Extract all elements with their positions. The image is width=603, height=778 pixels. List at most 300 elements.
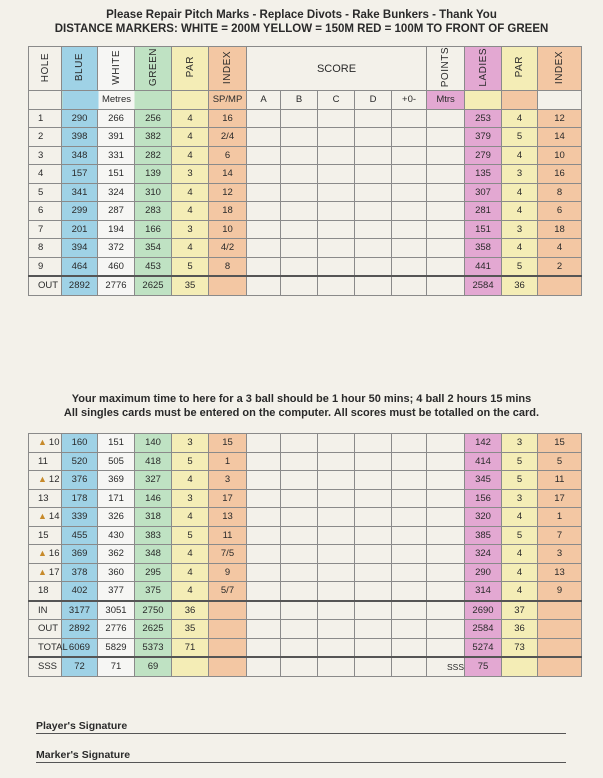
out-row-score-b[interactable] — [281, 620, 318, 639]
hole-number — [29, 489, 62, 508]
hole-7-score-d[interactable] — [355, 220, 392, 239]
hole-label: 6 — [38, 205, 44, 217]
out-row-front — [29, 276, 582, 295]
cell-par: 4 — [172, 508, 209, 527]
hole-15-score-b[interactable] — [281, 526, 318, 545]
hole-label: 9 — [38, 260, 44, 272]
sss-label: SSS — [29, 657, 62, 676]
table-row — [29, 183, 582, 202]
cell-blue: 348 — [62, 146, 98, 165]
hole-4-score-points[interactable] — [427, 165, 465, 184]
cell-ladies: 345 — [465, 471, 502, 490]
out-row-score-a[interactable] — [247, 620, 281, 639]
hole-14-score-d[interactable] — [355, 508, 392, 527]
cell-par2: 5 — [502, 526, 538, 545]
hole-8-score-b[interactable] — [281, 239, 318, 258]
hole-11-score-c[interactable] — [318, 452, 355, 471]
in-row-score-d[interactable] — [355, 601, 392, 620]
marker-signature-line[interactable] — [36, 762, 566, 763]
hole-number — [29, 257, 62, 276]
hole-5-score-c[interactable] — [318, 183, 355, 202]
hole-1-score-plusminus[interactable] — [392, 109, 427, 128]
hole-number — [29, 109, 62, 128]
cell-blue: 376 — [62, 471, 98, 490]
hole-8-score-a[interactable] — [247, 239, 281, 258]
cell-par2: 3 — [502, 434, 538, 453]
cell-par2: 3 — [502, 220, 538, 239]
hole-11-score-b[interactable] — [281, 452, 318, 471]
hole-13-score-a[interactable] — [247, 489, 281, 508]
hole-16-score-points[interactable] — [427, 545, 465, 564]
in-row-index — [209, 601, 247, 620]
hole-14-score-c[interactable] — [318, 508, 355, 527]
cell-par: 5 — [172, 452, 209, 471]
bell-icon: ▲ — [38, 474, 47, 485]
bell-icon: ▲ — [38, 511, 47, 522]
cell-ladies: 385 — [465, 526, 502, 545]
hole-3-score-b[interactable] — [281, 146, 318, 165]
cell-index2: 7 — [538, 526, 582, 545]
cell-index: 6 — [209, 146, 247, 165]
cell-par2: 5 — [502, 257, 538, 276]
cell-green: 166 — [135, 220, 172, 239]
cell-par: 4 — [172, 109, 209, 128]
header-score: SCORE — [247, 47, 427, 91]
cell-index2: 15 — [538, 434, 582, 453]
hole-11-score-d[interactable] — [355, 452, 392, 471]
total-row-green: 5373 — [135, 638, 172, 657]
hole-14-score-points[interactable] — [427, 508, 465, 527]
hole-11-score-plusminus[interactable] — [392, 452, 427, 471]
hole-3-score-plusminus[interactable] — [392, 146, 427, 165]
total-row — [29, 638, 582, 657]
cell-index: 8 — [209, 257, 247, 276]
hole-16-score-d[interactable] — [355, 545, 392, 564]
cell-ladies: 307 — [465, 183, 502, 202]
cell-ladies: 135 — [465, 165, 502, 184]
hole-10-score-points[interactable] — [427, 434, 465, 453]
hole-label: 5 — [38, 186, 44, 198]
cell-blue: 290 — [62, 109, 98, 128]
cell-blue: 201 — [62, 220, 98, 239]
total-row-par: 71 — [172, 638, 209, 657]
hole-6-score-b[interactable] — [281, 202, 318, 221]
hole-9-score-points[interactable] — [427, 257, 465, 276]
hole-14-score-a[interactable] — [247, 508, 281, 527]
cell-ladies: 358 — [465, 239, 502, 258]
out-row-green: 2625 — [135, 620, 172, 639]
hole-2-score-plusminus[interactable] — [392, 128, 427, 147]
cell-green: 146 — [135, 489, 172, 508]
cell-index2: 4 — [538, 239, 582, 258]
cell-green: 382 — [135, 128, 172, 147]
hole-4-score-a[interactable] — [247, 165, 281, 184]
hole-label: 18 — [38, 585, 49, 597]
cell-blue: 160 — [62, 434, 98, 453]
cell-white: 151 — [98, 434, 135, 453]
out-row-score-c[interactable] — [318, 620, 355, 639]
hole-7-score-points[interactable] — [427, 220, 465, 239]
in-row-index2 — [538, 601, 582, 620]
cell-index: 17 — [209, 489, 247, 508]
hole-8-score-plusminus[interactable] — [392, 239, 427, 258]
notice-line-2: DISTANCE MARKERS: WHITE = 200M YELLOW = 150M RED = 100M TO FRONT OF GREEN — [54, 23, 549, 35]
table-row — [29, 471, 582, 490]
hole-9-score-plusminus[interactable] — [392, 257, 427, 276]
cell-white: 324 — [98, 183, 135, 202]
hole-17-score-plusminus[interactable] — [392, 563, 427, 582]
hole-1-score-points[interactable] — [427, 109, 465, 128]
out-row-front-score-c[interactable] — [318, 276, 355, 295]
out-row-front-index2 — [538, 276, 582, 295]
cell-blue: 157 — [62, 165, 98, 184]
hole-label: 4 — [38, 168, 44, 180]
hole-10-score-c[interactable] — [318, 434, 355, 453]
total-row-ladies: 5274 — [465, 638, 502, 657]
hole-number — [29, 508, 62, 527]
back-nine-table — [28, 433, 582, 677]
hole-18-score-c[interactable] — [318, 582, 355, 601]
hole-17-score-d[interactable] — [355, 563, 392, 582]
cell-par: 4 — [172, 183, 209, 202]
out-row-front-score-points[interactable] — [427, 276, 465, 295]
cell-par: 5 — [172, 257, 209, 276]
hole-13-score-c[interactable] — [318, 489, 355, 508]
cell-blue: 520 — [62, 452, 98, 471]
hole-15-score-d[interactable] — [355, 526, 392, 545]
cell-white: 266 — [98, 109, 135, 128]
hole-2-score-b[interactable] — [281, 128, 318, 147]
hole-1-score-d[interactable] — [355, 109, 392, 128]
hole-10-score-a[interactable] — [247, 434, 281, 453]
cell-index2: 1 — [538, 508, 582, 527]
hole-14-score-plusminus[interactable] — [392, 508, 427, 527]
out-row-front-score-plusminus[interactable] — [392, 276, 427, 295]
cell-green: 418 — [135, 452, 172, 471]
hole-4-score-d[interactable] — [355, 165, 392, 184]
hole-label: 7 — [38, 223, 44, 235]
cell-index2: 17 — [538, 489, 582, 508]
hole-1-score-a[interactable] — [247, 109, 281, 128]
hole-12-score-d[interactable] — [355, 471, 392, 490]
hole-5-score-a[interactable] — [247, 183, 281, 202]
cell-white: 171 — [98, 489, 135, 508]
in-row-score-plusminus[interactable] — [392, 601, 427, 620]
hole-5-score-plusminus[interactable] — [392, 183, 427, 202]
cell-blue: 299 — [62, 202, 98, 221]
cell-green: 318 — [135, 508, 172, 527]
hole-6-score-a[interactable] — [247, 202, 281, 221]
sss-white: 71 — [98, 657, 135, 676]
units-mtrs: Mtrs — [427, 91, 465, 110]
hole-3-score-c[interactable] — [318, 146, 355, 165]
cell-index: 16 — [209, 109, 247, 128]
hole-11-score-points[interactable] — [427, 452, 465, 471]
header-white: WHITE — [98, 47, 135, 91]
total-row-score-a[interactable] — [247, 638, 281, 657]
hole-3-score-d[interactable] — [355, 146, 392, 165]
hole-label: 10 — [48, 437, 60, 449]
cell-index2: 13 — [538, 563, 582, 582]
hole-16-score-c[interactable] — [318, 545, 355, 564]
cell-ladies: 324 — [465, 545, 502, 564]
sss-score-blank — [247, 657, 281, 676]
in-row-score-b[interactable] — [281, 601, 318, 620]
hole-5-score-b[interactable] — [281, 183, 318, 202]
hole-17-score-b[interactable] — [281, 563, 318, 582]
cell-white: 505 — [98, 452, 135, 471]
hole-11-score-a[interactable] — [247, 452, 281, 471]
table-row — [29, 257, 582, 276]
cell-index2: 5 — [538, 452, 582, 471]
cell-white: 372 — [98, 239, 135, 258]
cell-par2: 4 — [502, 508, 538, 527]
cell-index: 14 — [209, 165, 247, 184]
hole-label: 11 — [38, 455, 48, 467]
hole-13-score-d[interactable] — [355, 489, 392, 508]
hole-label: 16 — [48, 548, 60, 560]
hole-10-score-b[interactable] — [281, 434, 318, 453]
cell-blue: 178 — [62, 489, 98, 508]
hole-17-score-points[interactable] — [427, 563, 465, 582]
hole-label: 17 — [48, 566, 60, 578]
total-row-score-d[interactable] — [355, 638, 392, 657]
cell-par: 4 — [172, 128, 209, 147]
hole-3-score-points[interactable] — [427, 146, 465, 165]
hole-number — [29, 239, 62, 258]
hole-15-score-a[interactable] — [247, 526, 281, 545]
hole-17-score-a[interactable] — [247, 563, 281, 582]
cell-index: 7/5 — [209, 545, 247, 564]
cell-white: 430 — [98, 526, 135, 545]
out-row-front-index — [209, 276, 247, 295]
hole-16-score-plusminus[interactable] — [392, 545, 427, 564]
cell-par2: 3 — [502, 489, 538, 508]
hole-5-score-points[interactable] — [427, 183, 465, 202]
hole-18-score-a[interactable] — [247, 582, 281, 601]
table-row — [29, 109, 582, 128]
cell-par2: 5 — [502, 128, 538, 147]
hole-8-score-points[interactable] — [427, 239, 465, 258]
hole-7-score-b[interactable] — [281, 220, 318, 239]
table-row — [29, 545, 582, 564]
header-row — [29, 47, 582, 91]
hole-2-score-d[interactable] — [355, 128, 392, 147]
hole-1-score-b[interactable] — [281, 109, 318, 128]
hole-17-score-c[interactable] — [318, 563, 355, 582]
table-row — [29, 452, 582, 471]
hole-8-score-d[interactable] — [355, 239, 392, 258]
total-row-label: TOTAL — [29, 638, 62, 657]
out-row-front-score-d[interactable] — [355, 276, 392, 295]
front-nine-table — [28, 46, 582, 296]
cell-white: 287 — [98, 202, 135, 221]
hole-2-score-c[interactable] — [318, 128, 355, 147]
hole-9-score-a[interactable] — [247, 257, 281, 276]
cell-green: 283 — [135, 202, 172, 221]
out-row-front-ladies: 2584 — [465, 276, 502, 295]
in-row-score-a[interactable] — [247, 601, 281, 620]
hole-number — [29, 128, 62, 147]
hole-12-score-a[interactable] — [247, 471, 281, 490]
cell-blue: 464 — [62, 257, 98, 276]
cell-par2: 4 — [502, 202, 538, 221]
header-blue: BLUE — [62, 47, 98, 91]
in-row-par2: 37 — [502, 601, 538, 620]
cell-par2: 5 — [502, 471, 538, 490]
cell-index2: 14 — [538, 128, 582, 147]
out-row-score-points[interactable] — [427, 620, 465, 639]
cell-white: 377 — [98, 582, 135, 601]
table-row — [29, 202, 582, 221]
hole-18-score-d[interactable] — [355, 582, 392, 601]
hole-18-score-points[interactable] — [427, 582, 465, 601]
out-row-index — [209, 620, 247, 639]
hole-2-score-points[interactable] — [427, 128, 465, 147]
hole-16-score-b[interactable] — [281, 545, 318, 564]
out-row-front-label: OUT — [29, 276, 62, 295]
sss-ladies: 75 — [465, 657, 502, 676]
in-row-score-points[interactable] — [427, 601, 465, 620]
hole-13-score-points[interactable] — [427, 489, 465, 508]
total-row-white: 5829 — [98, 638, 135, 657]
units-c: C — [318, 91, 355, 110]
hole-4-score-c[interactable] — [318, 165, 355, 184]
hole-7-score-plusminus[interactable] — [392, 220, 427, 239]
cell-ladies: 441 — [465, 257, 502, 276]
hole-7-score-a[interactable] — [247, 220, 281, 239]
cell-blue: 394 — [62, 239, 98, 258]
out-row-index2 — [538, 620, 582, 639]
hole-3-score-a[interactable] — [247, 146, 281, 165]
in-row — [29, 601, 582, 620]
hole-12-score-points[interactable] — [427, 471, 465, 490]
cell-blue: 455 — [62, 526, 98, 545]
cell-par2: 4 — [502, 582, 538, 601]
hole-12-score-plusminus[interactable] — [392, 471, 427, 490]
cell-green: 453 — [135, 257, 172, 276]
bell-icon: ▲ — [38, 566, 47, 577]
hole-4-score-plusminus[interactable] — [392, 165, 427, 184]
hole-14-score-b[interactable] — [281, 508, 318, 527]
total-row-score-points[interactable] — [427, 638, 465, 657]
sss-score-blank — [281, 657, 318, 676]
cell-green: 375 — [135, 582, 172, 601]
hole-label: 12 — [48, 474, 60, 486]
cell-index2: 2 — [538, 257, 582, 276]
hole-18-score-b[interactable] — [281, 582, 318, 601]
out-row-front-score-a[interactable] — [247, 276, 281, 295]
out-row-score-plusminus[interactable] — [392, 620, 427, 639]
cell-green: 348 — [135, 545, 172, 564]
cell-index: 15 — [209, 434, 247, 453]
hole-9-score-c[interactable] — [318, 257, 355, 276]
hole-6-score-c[interactable] — [318, 202, 355, 221]
cell-par: 4 — [172, 582, 209, 601]
hole-number — [29, 146, 62, 165]
cell-par: 4 — [172, 239, 209, 258]
units-blank — [29, 91, 62, 110]
in-row-score-c[interactable] — [318, 601, 355, 620]
hole-10-score-d[interactable] — [355, 434, 392, 453]
hole-13-score-plusminus[interactable] — [392, 489, 427, 508]
hole-6-score-d[interactable] — [355, 202, 392, 221]
cell-index: 11 — [209, 526, 247, 545]
out-row-front-score-b[interactable] — [281, 276, 318, 295]
hole-9-score-b[interactable] — [281, 257, 318, 276]
cell-white: 194 — [98, 220, 135, 239]
cell-ladies: 379 — [465, 128, 502, 147]
sss-score-blank — [392, 657, 427, 676]
player-signature-line[interactable] — [36, 733, 566, 734]
hole-1-score-c[interactable] — [318, 109, 355, 128]
cell-index: 9 — [209, 563, 247, 582]
hole-5-score-d[interactable] — [355, 183, 392, 202]
notice — [0, 8, 603, 36]
sss-index2 — [538, 657, 582, 676]
cell-green: 310 — [135, 183, 172, 202]
hole-label: 8 — [38, 242, 44, 254]
hole-15-score-plusminus[interactable] — [392, 526, 427, 545]
bell-icon: ▲ — [38, 548, 47, 559]
table-row — [29, 489, 582, 508]
cell-par2: 4 — [502, 109, 538, 128]
hole-6-score-plusminus[interactable] — [392, 202, 427, 221]
cell-green: 383 — [135, 526, 172, 545]
cell-par2: 4 — [502, 146, 538, 165]
hole-number — [29, 582, 62, 601]
hole-15-score-points[interactable] — [427, 526, 465, 545]
hole-18-score-plusminus[interactable] — [392, 582, 427, 601]
cell-index2: 10 — [538, 146, 582, 165]
out-row-score-d[interactable] — [355, 620, 392, 639]
cell-index: 5/7 — [209, 582, 247, 601]
hole-10-score-plusminus[interactable] — [392, 434, 427, 453]
cell-index: 3 — [209, 471, 247, 490]
hole-7-score-c[interactable] — [318, 220, 355, 239]
cell-index: 10 — [209, 220, 247, 239]
cell-par: 4 — [172, 471, 209, 490]
cell-green: 354 — [135, 239, 172, 258]
hole-12-score-b[interactable] — [281, 471, 318, 490]
hole-9-score-d[interactable] — [355, 257, 392, 276]
cell-blue: 378 — [62, 563, 98, 582]
out-row-front-green: 2625 — [135, 276, 172, 295]
hole-2-score-a[interactable] — [247, 128, 281, 147]
hole-6-score-points[interactable] — [427, 202, 465, 221]
hole-4-score-b[interactable] — [281, 165, 318, 184]
total-row-score-plusminus[interactable] — [392, 638, 427, 657]
marker-signature-label: Marker's Signature — [36, 749, 131, 761]
hole-12-score-c[interactable] — [318, 471, 355, 490]
table-row — [29, 128, 582, 147]
units-a: A — [247, 91, 281, 110]
total-row-score-b[interactable] — [281, 638, 318, 657]
cell-par2: 4 — [502, 563, 538, 582]
cell-white: 326 — [98, 508, 135, 527]
hole-16-score-a[interactable] — [247, 545, 281, 564]
cell-par2: 5 — [502, 452, 538, 471]
total-row-score-c[interactable] — [318, 638, 355, 657]
cell-white: 460 — [98, 257, 135, 276]
cell-green: 282 — [135, 146, 172, 165]
hole-13-score-b[interactable] — [281, 489, 318, 508]
sss-green: 69 — [135, 657, 172, 676]
out-row-label: OUT — [29, 620, 62, 639]
hole-15-score-c[interactable] — [318, 526, 355, 545]
hole-8-score-c[interactable] — [318, 239, 355, 258]
units-row — [29, 91, 582, 110]
